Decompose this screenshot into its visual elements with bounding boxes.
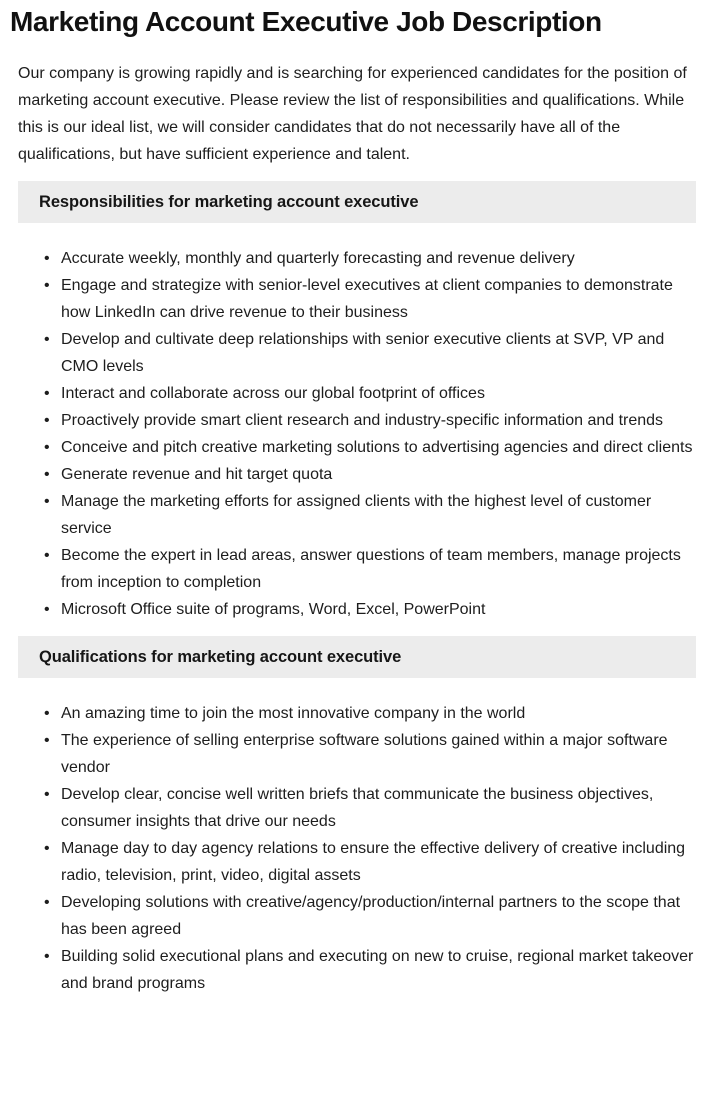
qualifications-section bbox=[0, 636, 720, 997]
list-item: • Generate revenue and hit target quota bbox=[61, 461, 706, 488]
page-title: Marketing Account Executive Job Description bbox=[10, 6, 602, 37]
list-item: • Manage the marketing efforts for assigned clients with the highest level of customer service bbox=[61, 488, 706, 542]
list-item: • Microsoft Office suite of programs, Word, Excel, PowerPoint bbox=[61, 596, 706, 623]
list-item: • Proactively provide smart client research and industry-specific information and trends bbox=[61, 407, 706, 434]
responsibilities-heading-bar bbox=[18, 181, 696, 223]
responsibilities-heading-text: Responsibilities for marketing account executive bbox=[39, 192, 419, 211]
list-item: • Building solid executional plans and executing on new to cruise, regional market takeover and brand programs bbox=[61, 943, 706, 997]
qualifications-list bbox=[18, 700, 706, 997]
list-item: • Develop and cultivate deep relationships with senior executive clients at SVP, VP and CMO levels bbox=[61, 326, 706, 380]
list-item: • Conceive and pitch creative marketing solutions to advertising agencies and direct clients bbox=[61, 434, 706, 461]
list-item: • Accurate weekly, monthly and quarterly forecasting and revenue delivery bbox=[61, 245, 706, 272]
list-item: • An amazing time to join the most innovative company in the world bbox=[61, 700, 706, 727]
qualifications-heading-text: Qualifications for marketing account executive bbox=[39, 647, 402, 666]
list-item: • Developing solutions with creative/agency/production/internal partners to the scope that has been agreed bbox=[61, 889, 706, 943]
responsibilities-section bbox=[0, 181, 720, 623]
list-item: • Manage day to day agency relations to ensure the effective delivery of creative including radio, television, print, video, digital assets bbox=[61, 835, 706, 889]
list-item: • Develop clear, concise well written briefs that communicate the business objectives, consumer insights that drive our needs bbox=[61, 781, 706, 835]
responsibilities-list bbox=[18, 245, 706, 623]
list-item: • Interact and collaborate across our global footprint of offices bbox=[61, 380, 706, 407]
list-item: • The experience of selling enterprise software solutions gained within a major software vendor bbox=[61, 727, 706, 781]
qualifications-heading-bar bbox=[18, 636, 696, 678]
intro-paragraph: Our company is growing rapidly and is searching for experienced candidates for the position of marketing account executive. Please review the list of responsibilities and qualifications. While this is our ideal list, we will consider candidates that do not necessarily have all of the qualifications, but have sufficient experience and talent. bbox=[18, 65, 687, 163]
list-item: • Engage and strategize with senior-level executives at client companies to demonstrate how LinkedIn can drive revenue to their business bbox=[61, 272, 706, 326]
list-item: • Become the expert in lead areas, answer questions of team members, manage projects from inception to completion bbox=[61, 542, 706, 596]
